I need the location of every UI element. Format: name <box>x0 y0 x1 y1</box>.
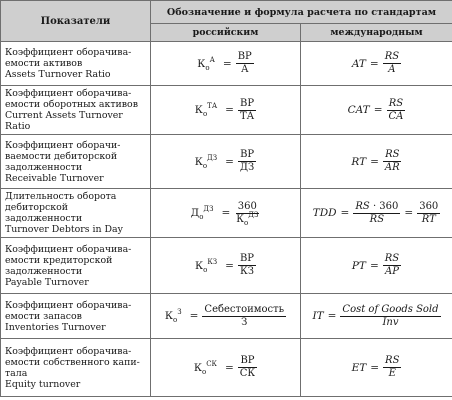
indicator-cell <box>1 42 151 86</box>
table-row <box>1 238 452 294</box>
ru-formula: $К_о^{ДЗ}$ = $\frac{ВР}{ДЗ}$ <box>194 149 255 173</box>
header-russian: российским <box>151 24 301 42</box>
intl-formula: CAT = $\frac{RS}{CA}$ <box>347 97 404 122</box>
indicator-name-en: Receivable Turnover <box>5 172 104 184</box>
indicator-name-ru-1: Коэффициент оборачива- <box>5 47 132 58</box>
table-row <box>1 135 452 189</box>
table-row <box>1 189 452 238</box>
ru-formula-cell <box>151 135 301 189</box>
ru-formula-cell <box>151 339 301 397</box>
indicator-name-ru-3: тала <box>5 367 28 379</box>
indicator-name-en: Turnover Debtors in Day <box>5 224 123 235</box>
intl-formula-cell <box>301 339 452 397</box>
ru-formula-cell <box>151 189 301 238</box>
indicator-name-ru-1: Коэффициент оборачива- <box>5 243 132 255</box>
ru-formula-cell <box>151 238 301 294</box>
indicator-name-ru-3: задолженности <box>5 265 83 277</box>
header-indicators: Показатели <box>1 1 151 42</box>
ru-formula: $К_о^{ТА}$ = $\frac{ВР}{ТА}$ <box>194 97 255 122</box>
indicator-cell <box>1 339 151 397</box>
indicator-cell <box>1 189 151 238</box>
header-standards-group: Обозначение и формула расчета по стандартам <box>151 1 452 24</box>
table-row <box>1 294 452 339</box>
ru-formula-cell <box>151 86 301 135</box>
indicator-cell <box>1 238 151 294</box>
indicator-cell <box>1 294 151 339</box>
intl-formula-cell <box>301 135 452 189</box>
intl-formula: TDD = RS · 360 RS = $\frac{360}{RT}$ <box>312 200 439 225</box>
indicator-name-en: Assets Turnover Ratio <box>5 69 111 80</box>
indicator-cell <box>1 135 151 189</box>
indicator-name-ru-2: емости запасов <box>5 310 82 322</box>
intl-formula: IT = $\frac{\text{Cost of Goods Sold}}{\text{Inv}}$ <box>312 303 439 328</box>
indicator-name-ru-2: дебиторской задолженности <box>5 202 83 224</box>
ru-formula: $К_о^З$ = $\frac{\text{Себестоимость}}{З}$ <box>164 303 285 328</box>
intl-formula: ET = $\frac{RS}{E}$ <box>351 355 400 379</box>
table-row <box>1 42 452 86</box>
indicator-name-en: Payable Turnover <box>5 276 89 288</box>
indicator-name-en: Inventories Turnover <box>5 321 106 333</box>
header-international: международным <box>301 24 452 42</box>
indicator-name-en: Current Assets Turnover Ratio <box>5 110 123 132</box>
intl-formula-cell <box>301 189 452 238</box>
intl-formula-cell <box>301 238 452 294</box>
intl-formula: RT = $\frac{RS}{AR}$ <box>351 149 400 173</box>
indicator-name-ru-1: Коэффициент оборачива- <box>5 299 132 311</box>
intl-formula-cell <box>301 294 452 339</box>
indicator-name-ru-2: емости оборотных активов <box>5 99 138 110</box>
ru-formula: $К_о^А$ = $\frac{ВР}{А}$ <box>197 51 252 75</box>
indicator-name-en: Equity turnover <box>5 378 81 390</box>
table-row <box>1 86 452 135</box>
ru-formula-cell <box>151 294 301 339</box>
ru-formula: $К_о^{СК}$ = $\frac{ВР}{СК}$ <box>193 355 256 379</box>
ru-formula-cell <box>151 42 301 86</box>
intl-formula-cell <box>301 86 452 135</box>
indicator-name-ru-2: емости собственного капи- <box>5 356 140 368</box>
indicator-name-ru-2: ваемости дебиторской <box>5 150 118 162</box>
indicator-name-ru-1: Коэффициент оборачи- <box>5 139 121 151</box>
indicator-name-ru-1: Коэффициент оборачива- <box>5 88 132 99</box>
indicator-cell <box>1 86 151 135</box>
intl-formula-cell <box>301 42 452 86</box>
intl-formula: AT = $\frac{RS}{A}$ <box>351 51 400 75</box>
indicator-name-ru-2: емости активов <box>5 58 83 69</box>
indicator-name-ru-3: задолженности <box>5 161 83 173</box>
ru-formula: $К_о^{КЗ}$ = $\frac{ВР}{КЗ}$ <box>194 253 255 277</box>
indicator-name-ru-1: Коэффициент оборачива- <box>5 345 132 357</box>
indicator-name-ru-2: емости кредиторской <box>5 254 113 266</box>
indicator-name-ru-1: Длительность оборота <box>5 191 117 202</box>
intl-formula: PT = $\frac{RS}{AP}$ <box>351 253 400 277</box>
ru-formula: $Д_о^{ДЗ}$ = $\frac{360}{К_о^{ДЗ}}$ <box>190 200 259 227</box>
table-row <box>1 339 452 397</box>
